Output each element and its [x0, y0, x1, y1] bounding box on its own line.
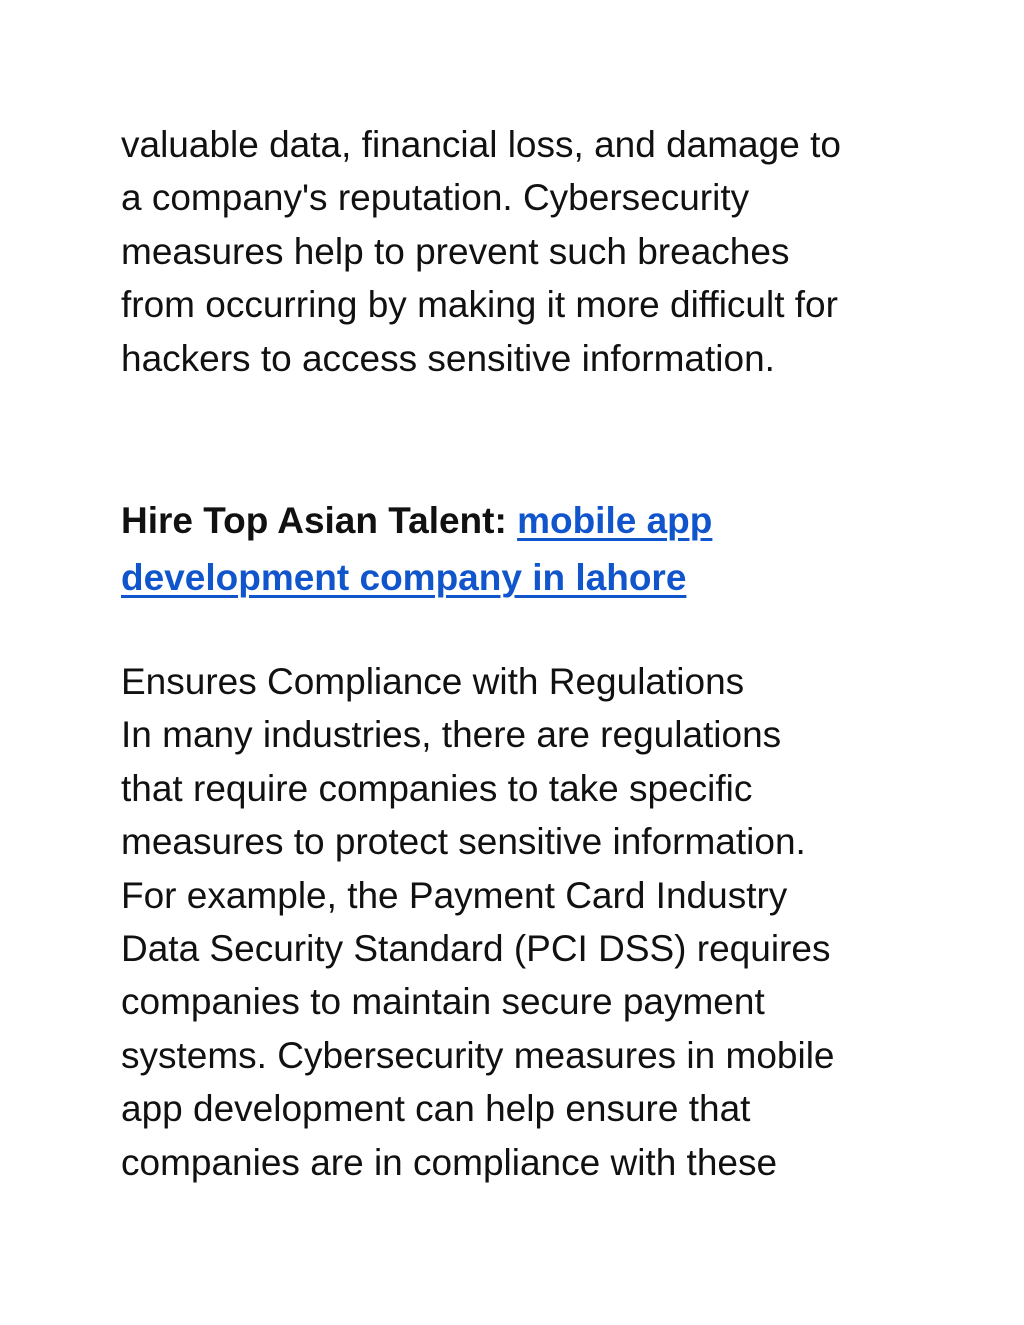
heading-line-1 [121, 492, 921, 549]
text-line: companies are in compliance with these [121, 1141, 778, 1183]
text-line: In many industries, there are regulations [121, 714, 782, 756]
heading-line-2 [121, 549, 921, 606]
heading-prefix: Hire Top Asian Talent: [121, 500, 518, 541]
paragraph-compliance-regulations [121, 655, 835, 1189]
text-line: valuable data, financial loss, and damage to [121, 124, 841, 165]
text-line: For example, the Payment Card Industry [121, 874, 788, 916]
text-line: that require companies to take specific [121, 767, 753, 809]
text-line: from occurring by making it more difficult for [121, 284, 838, 326]
text-line: Ensures Compliance with Regulations [121, 661, 745, 702]
text-line: app development can help ensure that [121, 1088, 751, 1130]
text-line: Data Security Standard (PCI DSS) requires [121, 928, 831, 970]
text-line: measures to protect sensitive information. [121, 821, 806, 863]
text-line: systems. Cybersecurity measures in mobile [121, 1034, 835, 1076]
text-line: hackers to access sensitive information. [121, 337, 775, 379]
hire-talent-heading [121, 492, 921, 606]
document-page [121, 118, 921, 1183]
mobile-app-company-link-part-1[interactable]: mobile app [517, 500, 713, 541]
text-line: a company's reputation. Cybersecurity [121, 177, 750, 219]
mobile-app-company-link-part-2[interactable]: development company in lahore [121, 557, 687, 598]
text-line: measures help to prevent such breaches [121, 230, 790, 272]
text-line: companies to maintain secure payment [121, 981, 765, 1023]
paragraph-data-breach-consequences [121, 118, 921, 385]
